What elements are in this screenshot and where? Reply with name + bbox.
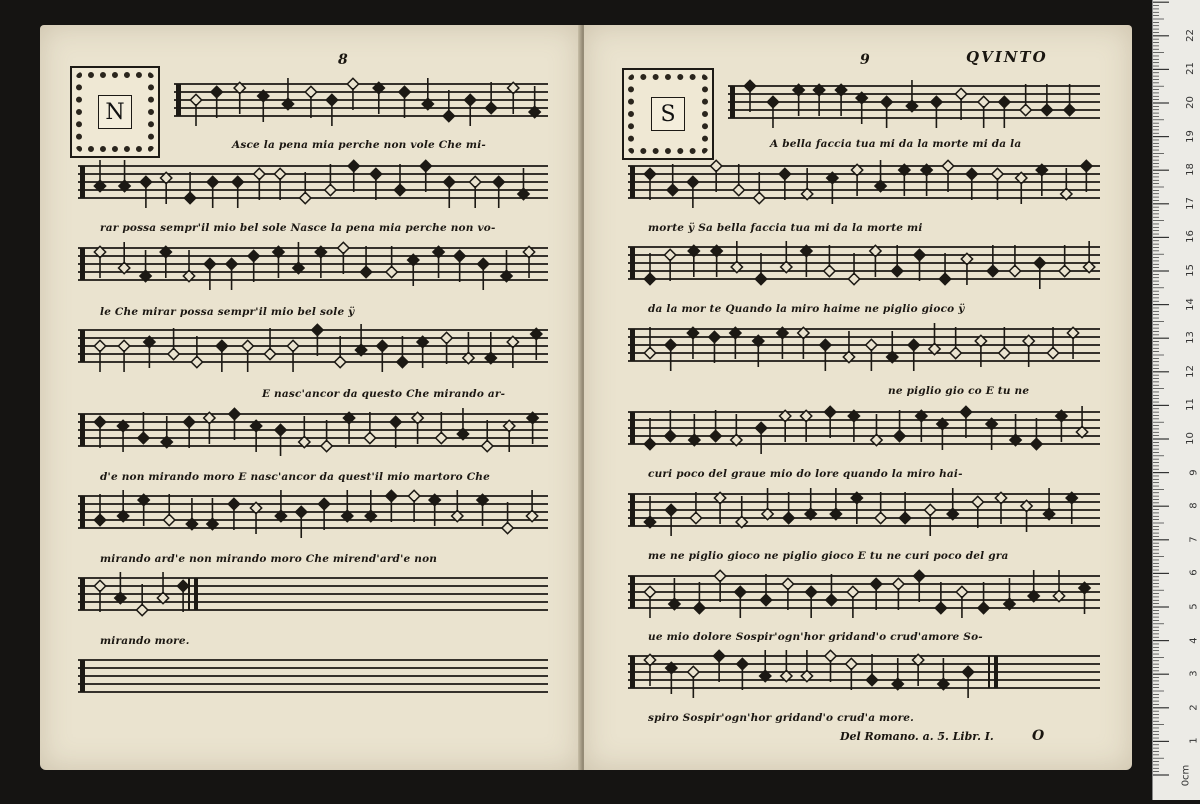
note: [942, 160, 953, 171]
note: [779, 168, 790, 179]
staff-svg: [628, 325, 1100, 367]
note: [687, 176, 698, 187]
staff-svg: [628, 652, 1100, 694]
note: [360, 266, 371, 277]
note: [711, 160, 722, 171]
staff-svg: [78, 162, 548, 204]
staff: [628, 162, 1100, 204]
staff-svg: [628, 490, 1100, 532]
note: [347, 78, 358, 89]
staff: [78, 492, 548, 534]
ruler-number: 11: [1185, 398, 1197, 412]
note: [242, 340, 253, 351]
note: [190, 94, 201, 105]
clef: [80, 660, 85, 692]
note: [992, 168, 1003, 179]
note: [164, 514, 175, 525]
note: [386, 266, 397, 277]
note: [386, 490, 397, 501]
note: [94, 580, 105, 591]
note: [755, 422, 766, 433]
staff-svg: [628, 408, 1100, 450]
ruler-number: 21: [1185, 62, 1197, 76]
ruler-number: 2: [1188, 704, 1200, 711]
lyric-line: da la mor te Quando la miro haime ne piglio gioco ÿ: [648, 303, 965, 315]
ruler-number: 5: [1188, 603, 1200, 610]
staff: [78, 244, 548, 286]
note: [94, 514, 105, 525]
note: [782, 578, 793, 589]
note: [485, 102, 496, 113]
clef: [80, 414, 85, 446]
staff: [628, 325, 1100, 367]
note: [824, 265, 835, 276]
note: [275, 424, 286, 435]
left-page-number: 8: [338, 52, 348, 68]
note: [950, 347, 961, 358]
staff-svg: [78, 492, 548, 534]
note: [204, 258, 215, 269]
note: [847, 586, 858, 597]
note: [318, 498, 329, 509]
staff: [174, 80, 548, 122]
ruler-number: 1: [1188, 737, 1200, 745]
ruler-number: 12: [1185, 364, 1197, 378]
note: [713, 650, 724, 661]
note: [436, 432, 447, 443]
staff-svg: [78, 410, 548, 452]
note: [848, 273, 859, 284]
note: [312, 324, 323, 335]
note: [939, 273, 950, 284]
lyric-line: mirando ard'e non mirando moro Che mirend'ard'e non: [100, 553, 438, 565]
final-barline: [994, 656, 998, 688]
note: [667, 184, 678, 195]
ruler-number: 15: [1185, 264, 1197, 277]
staff: [628, 572, 1100, 614]
note: [207, 176, 218, 187]
staff: [628, 652, 1100, 694]
empty-staff: [78, 656, 548, 698]
note: [1059, 265, 1070, 276]
clef: [630, 247, 635, 279]
staff: [78, 326, 548, 368]
note: [978, 96, 989, 107]
ruler-unit-label: 0cm: [1180, 764, 1192, 787]
note: [305, 86, 316, 97]
note: [846, 658, 857, 669]
note: [138, 432, 149, 443]
note: [444, 176, 455, 187]
note: [875, 512, 886, 523]
clef: [630, 656, 635, 688]
final-barline: [988, 656, 990, 688]
note: [184, 192, 195, 203]
note: [377, 340, 388, 351]
note: [370, 168, 381, 179]
note: [226, 258, 237, 269]
right-page-number: 9: [860, 52, 870, 68]
note: [978, 602, 989, 613]
note: [694, 602, 705, 613]
note: [296, 506, 307, 517]
note: [893, 578, 904, 589]
note: [914, 249, 925, 260]
note: [806, 586, 817, 597]
note: [168, 348, 179, 359]
note: [690, 512, 701, 523]
initial-letter: N: [98, 95, 132, 129]
clef: [730, 86, 735, 118]
note: [1034, 257, 1045, 268]
note: [94, 416, 105, 427]
note: [955, 88, 966, 99]
staff: [628, 490, 1100, 532]
note: [399, 86, 410, 97]
note: [264, 348, 275, 359]
staff-svg: [78, 656, 548, 698]
note: [825, 406, 836, 417]
note: [644, 438, 655, 449]
note: [999, 347, 1010, 358]
note: [665, 430, 676, 441]
lyric-line: Asce la pena mia perche non vole Che mi-: [232, 139, 486, 151]
note: [760, 594, 771, 605]
ruler-number: 20: [1185, 96, 1197, 109]
clef: [630, 329, 635, 361]
note: [925, 504, 936, 515]
note: [338, 242, 349, 253]
note: [248, 250, 259, 261]
note: [931, 96, 942, 107]
decorated-initial-n: [70, 66, 160, 158]
note: [394, 184, 405, 195]
staff: [78, 574, 548, 616]
decorated-initial-s: [622, 68, 714, 160]
lyric-line: spiro Sospir'ogn'hor gridand'o crud'a more.: [648, 712, 915, 724]
lyric-line: d'e non mirando moro E nasc'ancor da quest'il mio martoro Che: [100, 471, 491, 483]
staff-svg: [78, 244, 548, 286]
note: [502, 522, 513, 533]
note: [390, 416, 401, 427]
staff: [628, 243, 1100, 285]
note: [665, 339, 676, 350]
ruler-number: 22: [1185, 28, 1197, 42]
ruler-number: 19: [1185, 129, 1197, 143]
note: [733, 184, 744, 195]
note: [254, 168, 265, 179]
part-title: QVINTO: [966, 48, 1048, 66]
ruler-number: 3: [1188, 670, 1200, 677]
staff: [628, 408, 1100, 450]
note: [94, 340, 105, 351]
ruler-number: 14: [1185, 297, 1197, 311]
note: [321, 440, 332, 451]
staff-svg: [628, 162, 1100, 204]
note: [191, 356, 202, 367]
note: [744, 80, 755, 91]
note: [881, 96, 892, 107]
measurement-ruler: [1152, 0, 1200, 800]
note: [232, 176, 243, 187]
note: [783, 512, 794, 523]
ruler-number: 17: [1185, 196, 1197, 210]
note: [644, 273, 655, 284]
note: [364, 432, 375, 443]
staff-svg: [78, 326, 548, 368]
clef: [80, 166, 85, 198]
lyric-line: curi poco del graue mio do lore quando la miro hai-: [648, 468, 963, 480]
note: [137, 604, 148, 615]
clef: [80, 248, 85, 280]
note: [826, 594, 837, 605]
ruler-number: 8: [1188, 502, 1200, 509]
note: [118, 340, 129, 351]
note: [644, 586, 655, 597]
ruler-number: 16: [1185, 230, 1197, 244]
ruler-number: 13: [1185, 331, 1197, 345]
note: [1064, 104, 1075, 115]
note: [737, 658, 748, 669]
ruler-number: 7: [1188, 536, 1200, 543]
note: [956, 586, 967, 597]
note: [465, 94, 476, 105]
footer-attribution: Del Romano. a. 5. Libr. I.: [840, 730, 994, 743]
note: [211, 86, 222, 97]
note: [1041, 104, 1052, 115]
note: [735, 586, 746, 597]
note: [894, 430, 905, 441]
clef: [176, 84, 181, 116]
note: [866, 339, 877, 350]
note: [935, 602, 946, 613]
note: [478, 258, 489, 269]
note: [229, 408, 240, 419]
clef: [630, 494, 635, 526]
staff: [78, 410, 548, 452]
note: [767, 96, 778, 107]
ruler-number: 9: [1188, 468, 1200, 476]
note: [397, 356, 408, 367]
note: [325, 184, 336, 195]
staff-svg: [628, 243, 1100, 285]
note: [999, 96, 1010, 107]
lyric-line: ue mio dolore Sospir'ogn'hor gridand'o crud'amore So-: [648, 631, 983, 643]
note: [755, 273, 766, 284]
note: [470, 176, 481, 187]
note: [420, 160, 431, 171]
clef: [630, 166, 635, 198]
note: [665, 504, 676, 515]
note: [710, 430, 721, 441]
note: [1031, 438, 1042, 449]
note: [820, 339, 831, 350]
note: [274, 168, 285, 179]
note: [987, 265, 998, 276]
note: [892, 265, 903, 276]
lyric-line: me ne piglio gioco ne piglio gioco E tu ne curi poco del gra: [648, 550, 1009, 562]
note: [326, 94, 337, 105]
staff-svg: [628, 572, 1100, 614]
note: [287, 340, 298, 351]
note: [962, 666, 973, 677]
note: [754, 192, 765, 203]
note: [216, 340, 227, 351]
note: [1047, 347, 1058, 358]
note: [348, 160, 359, 171]
ruler-number: 10: [1185, 432, 1197, 445]
note: [408, 490, 419, 501]
note: [1009, 265, 1020, 276]
clef: [630, 412, 635, 444]
note: [664, 249, 675, 260]
lyric-line: ne piglio gio co E tu ne: [888, 385, 1030, 397]
note: [688, 666, 699, 677]
signature-mark: O: [1032, 728, 1045, 744]
note: [140, 176, 151, 187]
lyric-line: le Che mirar possa sempr'il mio bel sole ÿ: [100, 306, 355, 318]
clef: [630, 576, 635, 608]
note: [1081, 160, 1092, 171]
note: [914, 570, 925, 581]
note: [714, 570, 725, 581]
note: [228, 498, 239, 509]
lyric-line: E nasc'ancor da questo Che mirando ar-: [262, 388, 506, 400]
ruler-number: 18: [1185, 163, 1197, 177]
clef: [80, 330, 85, 362]
ruler-number: 6: [1188, 569, 1200, 577]
staff: [78, 162, 548, 204]
note: [960, 406, 971, 417]
note: [644, 168, 655, 179]
lyric-line: morte ÿ Sa bella faccia tua mi da la morte mi: [648, 222, 923, 234]
note: [441, 332, 452, 343]
note: [493, 176, 504, 187]
staff-svg: [174, 80, 548, 122]
staff: [728, 82, 1100, 124]
note: [825, 650, 836, 661]
note: [966, 168, 977, 179]
staff-svg: [728, 82, 1100, 124]
lyric-line: rar possa sempr'il mio bel sole Nasce la pena mia perche non vo-: [100, 222, 496, 234]
staff-svg: [78, 574, 548, 616]
final-barline: [188, 578, 190, 610]
note: [1020, 104, 1031, 115]
note: [177, 580, 188, 591]
note: [443, 110, 454, 121]
lyric-line: mirando more.: [100, 635, 190, 647]
note: [866, 674, 877, 685]
note: [644, 347, 655, 358]
final-barline: [194, 578, 198, 610]
ruler-number: 4: [1188, 636, 1200, 644]
clef: [80, 496, 85, 528]
note: [184, 416, 195, 427]
note: [899, 512, 910, 523]
clef: [80, 578, 85, 610]
initial-letter: S: [651, 97, 685, 131]
note: [335, 356, 346, 367]
note: [908, 339, 919, 350]
lyric-line: A bella faccia tua mi da la morte mi da la: [770, 138, 1022, 150]
note: [482, 440, 493, 451]
note: [454, 250, 465, 261]
note: [300, 192, 311, 203]
note: [972, 496, 983, 507]
note: [870, 578, 881, 589]
note: [709, 331, 720, 342]
